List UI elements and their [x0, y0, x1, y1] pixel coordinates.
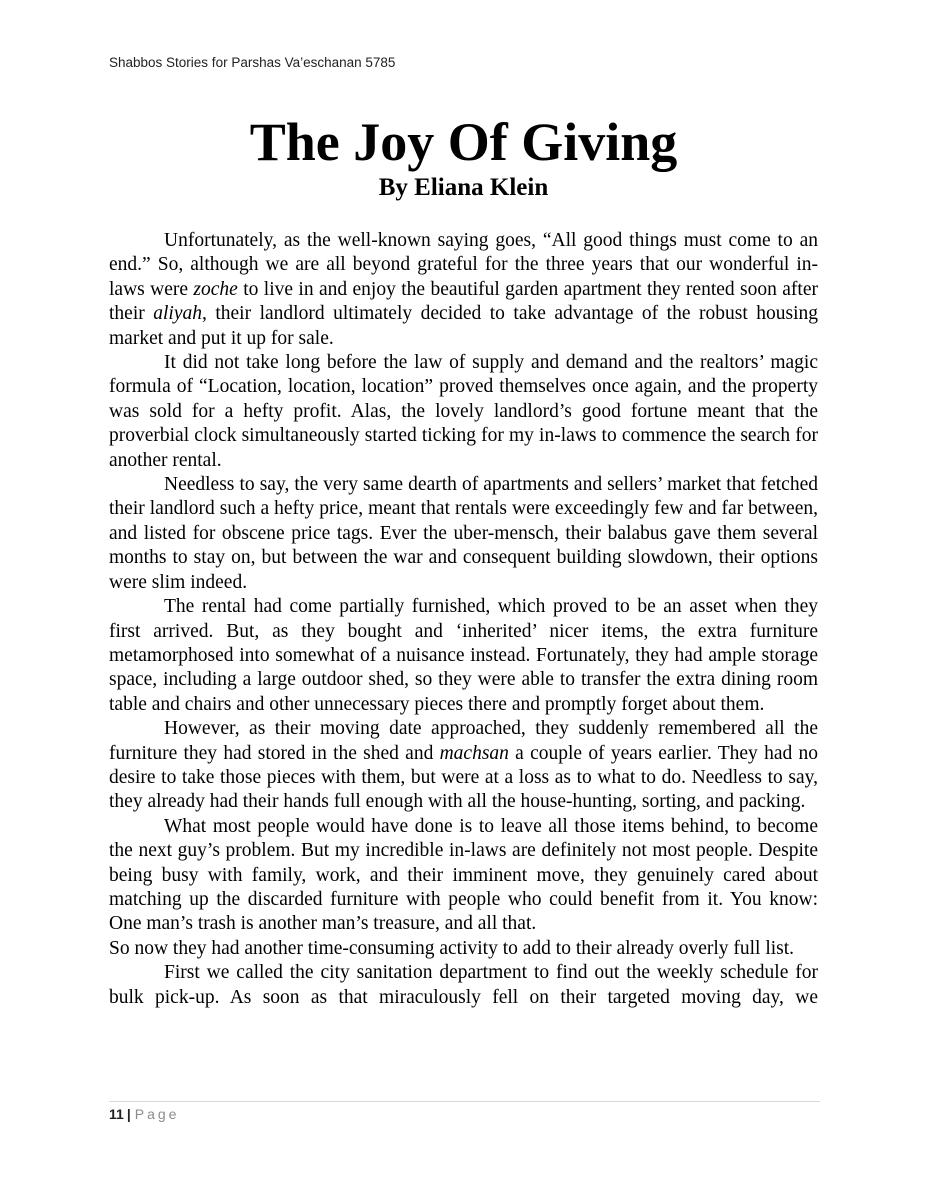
paragraph-3: Needless to say, the very same dearth of apartments and sellers’ market that fetched their landlord such a hefty price, meant that rentals were exceedingly few and far between, and listed for obscene price tags. Ever the uber-mensch, their balabus gave them several months to stay on, but between the war and consequent building slowdown, their options were slim indeed.	[109, 474, 818, 593]
paragraph-8: First we called the city sanitation department to find out the weekly schedule for bulk pick-up. As soon as that miraculously fell on their targeted moving day, we	[109, 962, 818, 1008]
page-label: Page	[134, 1106, 180, 1122]
paragraph-6: What most people would have done is to leave all those items behind, to become the next guy’s problem. But my incredible in-laws are definitely not most people. Despite being busy with family, work, and their imminent move, they genuinely cared about matching up the discarded furniture with people who could benefit from it. You know: One man’s trash is another man’s treasure, and all that.	[109, 815, 818, 935]
article-title: The Joy Of Giving	[249, 112, 678, 172]
running-header: Shabbos Stories for Parshas Va’eschanan 5785	[109, 55, 396, 70]
article-body	[109, 229, 818, 1010]
paragraph-2: It did not take long before the law of supply and demand and the realtors’ magic formula of “Location, location, location” proved themselves once again, and the property was sold for a hefty profit. Alas, the lovely landlord’s good fortune meant that the proverbial clock simultaneously started ticking for my in-laws to commence the search for another rental.	[109, 352, 818, 471]
paragraph-5: However, as their moving date approached, they suddenly remembered all the furniture they had stored in the shed and machsan a couple of years earlier. They had no desire to take those pieces with them, but were at a loss as to what to do. Needless to say, they already had their hands full enough with all the house-hunting, sorting, and packing.	[109, 718, 818, 813]
paragraph-7: So now they had another time-consuming activity to add to their already overly full list.	[109, 937, 795, 959]
italic-term-machsan: machsan	[439, 742, 509, 764]
footer-divider	[109, 1101, 820, 1102]
page-number: 11	[109, 1106, 124, 1122]
article-byline: By Eliana Klein	[378, 174, 549, 201]
footer-separator: |	[126, 1106, 131, 1122]
italic-term-zoche: zoche	[193, 278, 238, 300]
italic-term-aliyah: aliyah	[153, 303, 202, 325]
paragraph-4: The rental had come partially furnished, which proved to be an asset when they first arrived. But, as they bought and ‘inherited’ nicer items, the extra furniture metamorphosed into somewhat of a nuisance instead. Fortunately, they had ample storage space, including a large outdoor shed, so they were able to transfer the extra dining room table and chairs and other unnecessary pieces there and promptly forget about them.	[109, 596, 818, 715]
paragraph-1: Unfortunately, as the well-known saying goes, “All good things must come to an end.” So, although we are all beyond grateful for the three years that our wonderful in-laws were zoche to live in and enjoy the beautiful garden apartment they rented soon after their aliyah, their landlord ultimately decided to take advantage of the robust housing market and put it up for sale.	[109, 230, 818, 349]
page-footer	[109, 1106, 179, 1122]
